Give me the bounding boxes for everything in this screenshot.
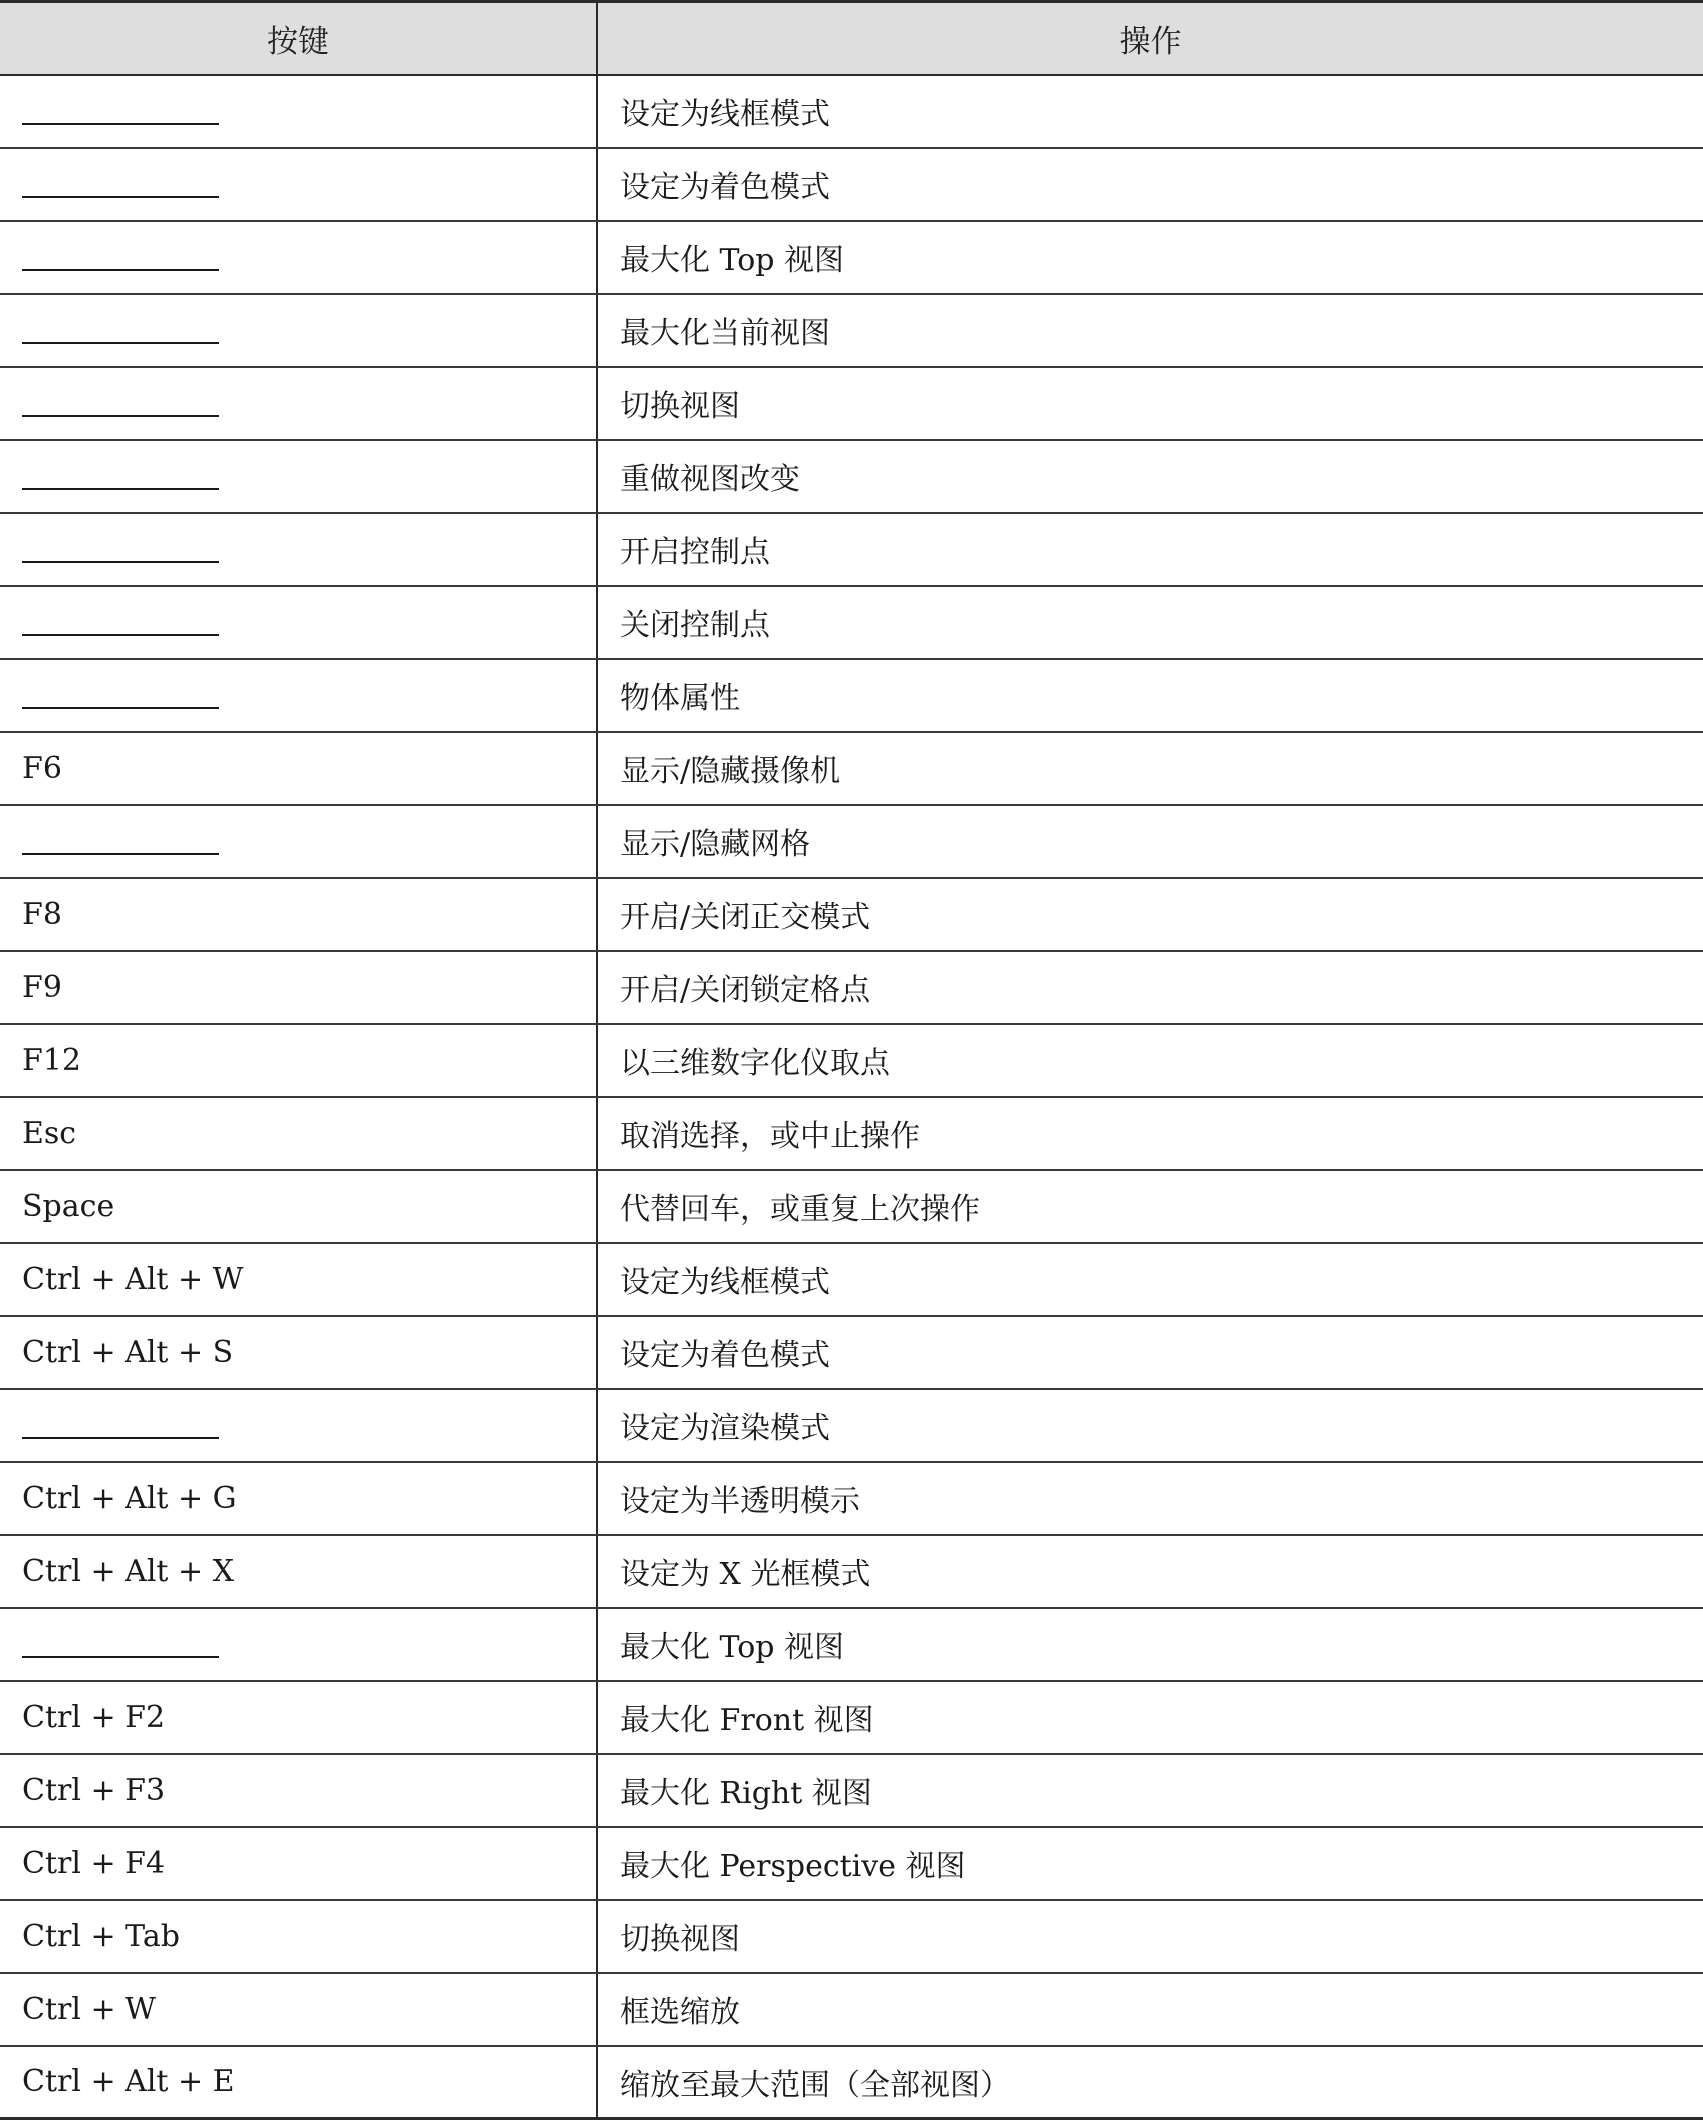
fill-in-blank-line — [22, 561, 219, 563]
operation-cell: 开启/关闭锁定格点 — [597, 951, 1703, 1024]
key-cell: Ctrl + Alt + W — [0, 1243, 597, 1316]
table-row — [0, 878, 1703, 951]
fill-in-blank-line — [22, 707, 219, 709]
table-row — [0, 951, 1703, 1024]
key-cell: Ctrl + Alt + S — [0, 1316, 597, 1389]
operation-cell: 设定为渲染模式 — [597, 1389, 1703, 1462]
key-cell: F12 — [0, 1024, 597, 1097]
fill-in-blank-line — [22, 269, 219, 271]
table-row — [0, 1316, 1703, 1389]
operation-cell: 设定为线框模式 — [597, 1243, 1703, 1316]
operation-cell: 开启控制点 — [597, 513, 1703, 586]
table-row — [0, 75, 1703, 148]
table-row — [0, 1754, 1703, 1827]
key-cell: Ctrl + F3 — [0, 1754, 597, 1827]
operation-cell: 设定为半透明模示 — [597, 1462, 1703, 1535]
table-row — [0, 586, 1703, 659]
table-body — [0, 75, 1703, 2119]
operation-cell: 取消选择，或中止操作 — [597, 1097, 1703, 1170]
key-cell-blank — [0, 75, 597, 148]
table-row — [0, 1900, 1703, 1973]
table-row — [0, 1389, 1703, 1462]
table-row — [0, 1097, 1703, 1170]
key-cell-blank — [0, 805, 597, 878]
operation-cell: 切换视图 — [597, 1900, 1703, 1973]
table-row — [0, 1681, 1703, 1754]
table-row — [0, 513, 1703, 586]
operation-cell: 以三维数字化仪取点 — [597, 1024, 1703, 1097]
operation-cell: 物体属性 — [597, 659, 1703, 732]
operation-cell: 显示/隐藏网格 — [597, 805, 1703, 878]
operation-cell: 关闭控制点 — [597, 586, 1703, 659]
key-cell-blank — [0, 221, 597, 294]
operation-cell: 框选缩放 — [597, 1973, 1703, 2046]
table-row — [0, 1462, 1703, 1535]
key-cell: Esc — [0, 1097, 597, 1170]
operation-cell: 开启/关闭正交模式 — [597, 878, 1703, 951]
table-row — [0, 1535, 1703, 1608]
table-row — [0, 1170, 1703, 1243]
key-cell-blank — [0, 1389, 597, 1462]
operation-cell: 最大化 Top 视图 — [597, 1608, 1703, 1681]
key-cell-blank — [0, 586, 597, 659]
operation-cell: 设定为着色模式 — [597, 148, 1703, 221]
key-cell: Space — [0, 1170, 597, 1243]
key-cell: Ctrl + Tab — [0, 1900, 597, 1973]
key-cell-blank — [0, 1608, 597, 1681]
key-cell: Ctrl + Alt + G — [0, 1462, 597, 1535]
operation-cell: 最大化 Front 视图 — [597, 1681, 1703, 1754]
operation-cell: 缩放至最大范围（全部视图） — [597, 2046, 1703, 2119]
key-cell: Ctrl + F2 — [0, 1681, 597, 1754]
key-cell: F8 — [0, 878, 597, 951]
key-cell: Ctrl + W — [0, 1973, 597, 2046]
table-row — [0, 148, 1703, 221]
key-cell: F6 — [0, 732, 597, 805]
table-row — [0, 805, 1703, 878]
key-cell-blank — [0, 148, 597, 221]
operation-cell: 最大化 Right 视图 — [597, 1754, 1703, 1827]
fill-in-blank-line — [22, 415, 219, 417]
fill-in-blank-line — [22, 1656, 219, 1658]
table-row — [0, 1973, 1703, 2046]
fill-in-blank-line — [22, 853, 219, 855]
header-key: 按键 — [0, 2, 597, 75]
table-row — [0, 1024, 1703, 1097]
key-cell: Ctrl + F4 — [0, 1827, 597, 1900]
fill-in-blank-line — [22, 342, 219, 344]
table-row — [0, 294, 1703, 367]
key-cell-blank — [0, 659, 597, 732]
key-cell: F9 — [0, 951, 597, 1024]
fill-in-blank-line — [22, 634, 219, 636]
table-row — [0, 1608, 1703, 1681]
key-cell-blank — [0, 440, 597, 513]
operation-cell: 设定为 X 光框模式 — [597, 1535, 1703, 1608]
operation-cell: 最大化当前视图 — [597, 294, 1703, 367]
header-operation: 操作 — [597, 2, 1703, 75]
key-cell: Ctrl + Alt + E — [0, 2046, 597, 2119]
table-header-row — [0, 2, 1703, 75]
table-row — [0, 367, 1703, 440]
operation-cell: 切换视图 — [597, 367, 1703, 440]
key-cell-blank — [0, 367, 597, 440]
table-row — [0, 659, 1703, 732]
table-row — [0, 2046, 1703, 2119]
key-cell-blank — [0, 294, 597, 367]
operation-cell: 最大化 Perspective 视图 — [597, 1827, 1703, 1900]
fill-in-blank-line — [22, 196, 219, 198]
operation-cell: 设定为着色模式 — [597, 1316, 1703, 1389]
table-row — [0, 221, 1703, 294]
operation-cell: 显示/隐藏摄像机 — [597, 732, 1703, 805]
key-cell-blank — [0, 513, 597, 586]
table-row — [0, 440, 1703, 513]
fill-in-blank-line — [22, 488, 219, 490]
fill-in-blank-line — [22, 123, 219, 125]
operation-cell: 最大化 Top 视图 — [597, 221, 1703, 294]
operation-cell: 代替回车，或重复上次操作 — [597, 1170, 1703, 1243]
operation-cell: 设定为线框模式 — [597, 75, 1703, 148]
table-row — [0, 1243, 1703, 1316]
table-row — [0, 732, 1703, 805]
fill-in-blank-line — [22, 1437, 219, 1439]
table-row — [0, 1827, 1703, 1900]
operation-cell: 重做视图改变 — [597, 440, 1703, 513]
key-cell: Ctrl + Alt + X — [0, 1535, 597, 1608]
